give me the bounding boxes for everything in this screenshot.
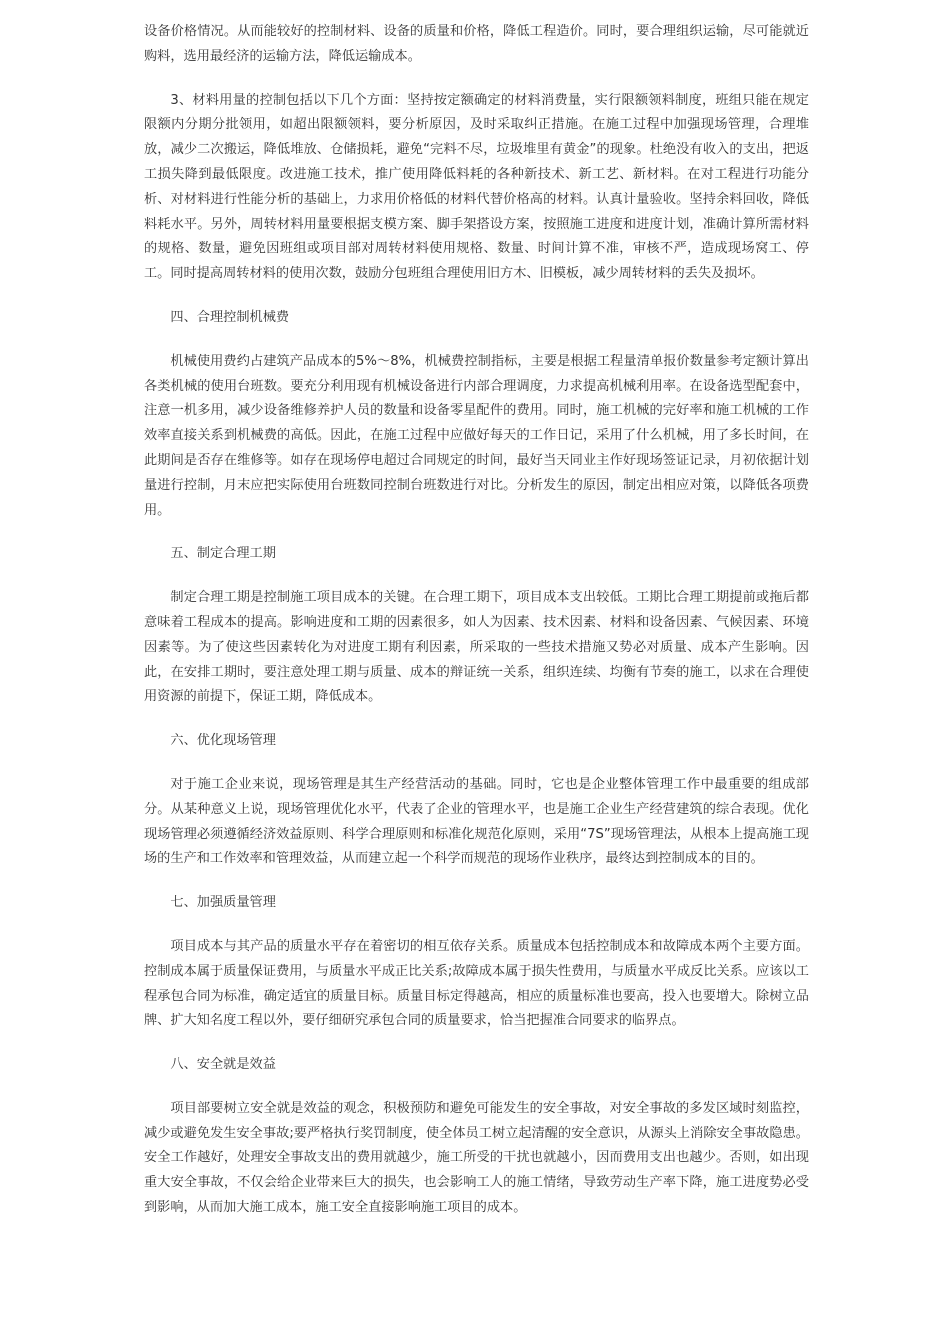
section-heading-machinery: 四、合理控制机械费 [170, 309, 290, 325]
section-heading-quality: 七、加强质量管理 [170, 895, 276, 911]
paragraph-gap [144, 872, 809, 891]
paragraph-gap [144, 1034, 809, 1053]
paragraph-material-usage: 3、材料用量的控制包括以下几个方面：坚持按定额确定的材料消费量，实行限额领料制度，班组只能在规定限额内分期分批领用，如超出限额领料，要分析原因，及时采取纠正措施。在施工过程中加强现场管理，合理堆放，减少二次搬运，降低堆放、仓储损耗，避免“完料不尽，垃圾堆里有黄金”的现象。杜绝没有收入的支出，把返工损失降到最低限度。改进施工技术，推广使用降低料耗的各种新技术、新工艺、新材料。在对工程进行功能分析、对材料进行性能分析的基础上，力求用价格低的材料代替价格高的材料。认真计量验收。坚持余料回收，降低料耗水平。另外，周转材料用量要根据支模方案、脚手架搭设方案，按照施工进度和进度计划，准确计算所需材料的规格、数量，避免因班组或项目部对周转材料使用规格、数量、时间计算不准，审核不严，造成现场窝工、停工。同时提高周转材料的使用次数，鼓励分包班组合理使用旧方木、旧模板，减少周转材料的丢失及损坏。 [144, 92, 809, 282]
paragraph-machinery: 机械使用费约占建筑产品成本的5%～8%，机械费控制指标，主要是根据工程量清单报价数量参考定额计算出各类机械的使用台班数。要充分利用现有机械设备进行内部合理调度，力求提高机械利用率。在设备选型配套中，注意一机多用，减少设备维修养护人员的数量和设备零星配件的费用。同时，施工机械的完好率和施工机械的工作效率直接关系到机械费的高低。因此，在施工过程中应做好每天的工作日记，采用了什么机械，用了多长时间，在此期间是否存在维修等。如存在现场停电超过合同规定的时间，最好当天同业主作好现场签证记录，月初依据计划量进行控制，月末应把实际使用台班数同控制台班数进行对比。分析发生的原因，制定出相应对策，以降低各项费用。 [144, 353, 809, 518]
document-page [144, 20, 809, 1221]
paragraph-gap [144, 1078, 809, 1097]
section-heading-site-management: 六、优化现场管理 [170, 733, 276, 749]
section-heading-safety: 八、安全就是效益 [170, 1057, 276, 1073]
paragraph-safety: 项目部要树立安全就是效益的观念，积极预防和避免可能发生的安全事故，对安全事故的多发区域时刻监控，减少或避免发生安全事故;要严格执行奖罚制度，使全体员工树立起清醒的安全意识，从源头上消除安全事故隐患。安全工作越好，处理安全事故支出的费用就越少，施工所受的干扰也就越小，因而费用支出也越少。否则，如出现重大安全事故，不仅会给企业带来巨大的损失，也会影响工人的施工情绪，导致劳动生产率下降，施工进度势必受到影响，从而加大施工成本，施工安全直接影响施工项目的成本。 [144, 1100, 809, 1216]
paragraph-gap [144, 331, 809, 350]
paragraph-gap [144, 754, 809, 773]
paragraph-gap [144, 710, 809, 729]
paragraph-gap [144, 523, 809, 542]
paragraph-schedule: 制定合理工期是控制施工项目成本的关键。在合理工期下，项目成本支出较低。工期比合理工期提前或拖后都意味着工程成本的提高。影响进度和工期的因素很多，如人为因素、技术因素、材料和设备因素、气候因素、环境因素等。为了使这些因素转化为对进度工期有利因素，所采取的一些技术措施又势必对质量、成本产生影响。因此，在安排工期时，要注意处理工期与质量、成本的辩证统一关系，组织连续、均衡有节奏的施工，以求在合理使用资源的前提下，保证工期，降低成本。 [144, 590, 809, 705]
section-heading-schedule: 五、制定合理工期 [170, 546, 276, 562]
paragraph-intro-continuation: 设备价格情况。从而能较好的控制材料、设备的质量和价格，降低工程造价。同时，要合理组织运输，尽可能就近购料，选用最经济的运输方法，降低运输成本。 [144, 24, 809, 64]
paragraph-gap [144, 70, 809, 89]
paragraph-gap [144, 916, 809, 935]
paragraph-site-management: 对于施工企业来说，现场管理是其生产经营活动的基础。同时，它也是企业整体管理工作中最重要的组成部分。从某种意义上说，现场管理优化水平，代表了企业的管理水平，也是施工企业生产经营建筑的综合表现。优化现场管理必须遵循经济效益原则、科学合理原则和标准化规范化原则，采用“7S”现场管理法，从根本上提高施工现场的生产和工作效率和管理效益，从而建立起一个科学而规范的现场作业秩序，最终达到控制成本的目的。 [144, 776, 809, 867]
paragraph-quality: 项目成本与其产品的质量水平存在着密切的相互依存关系。质量成本包括控制成本和故障成本两个主要方面。控制成本属于质量保证费用，与质量水平成正比关系;故障成本属于损失性费用，与质量水平成反比关系。应该以工程承包合同为标准，确定适宜的质量目标。质量目标定得越高，相应的质量标准也要高，投入也要增大。除树立品牌、扩大知名度工程以外，要仔细研究承包合同的质量要求，恰当把握准合同要求的临界点。 [144, 938, 809, 1029]
paragraph-gap [144, 287, 809, 306]
paragraph-gap [144, 567, 809, 586]
